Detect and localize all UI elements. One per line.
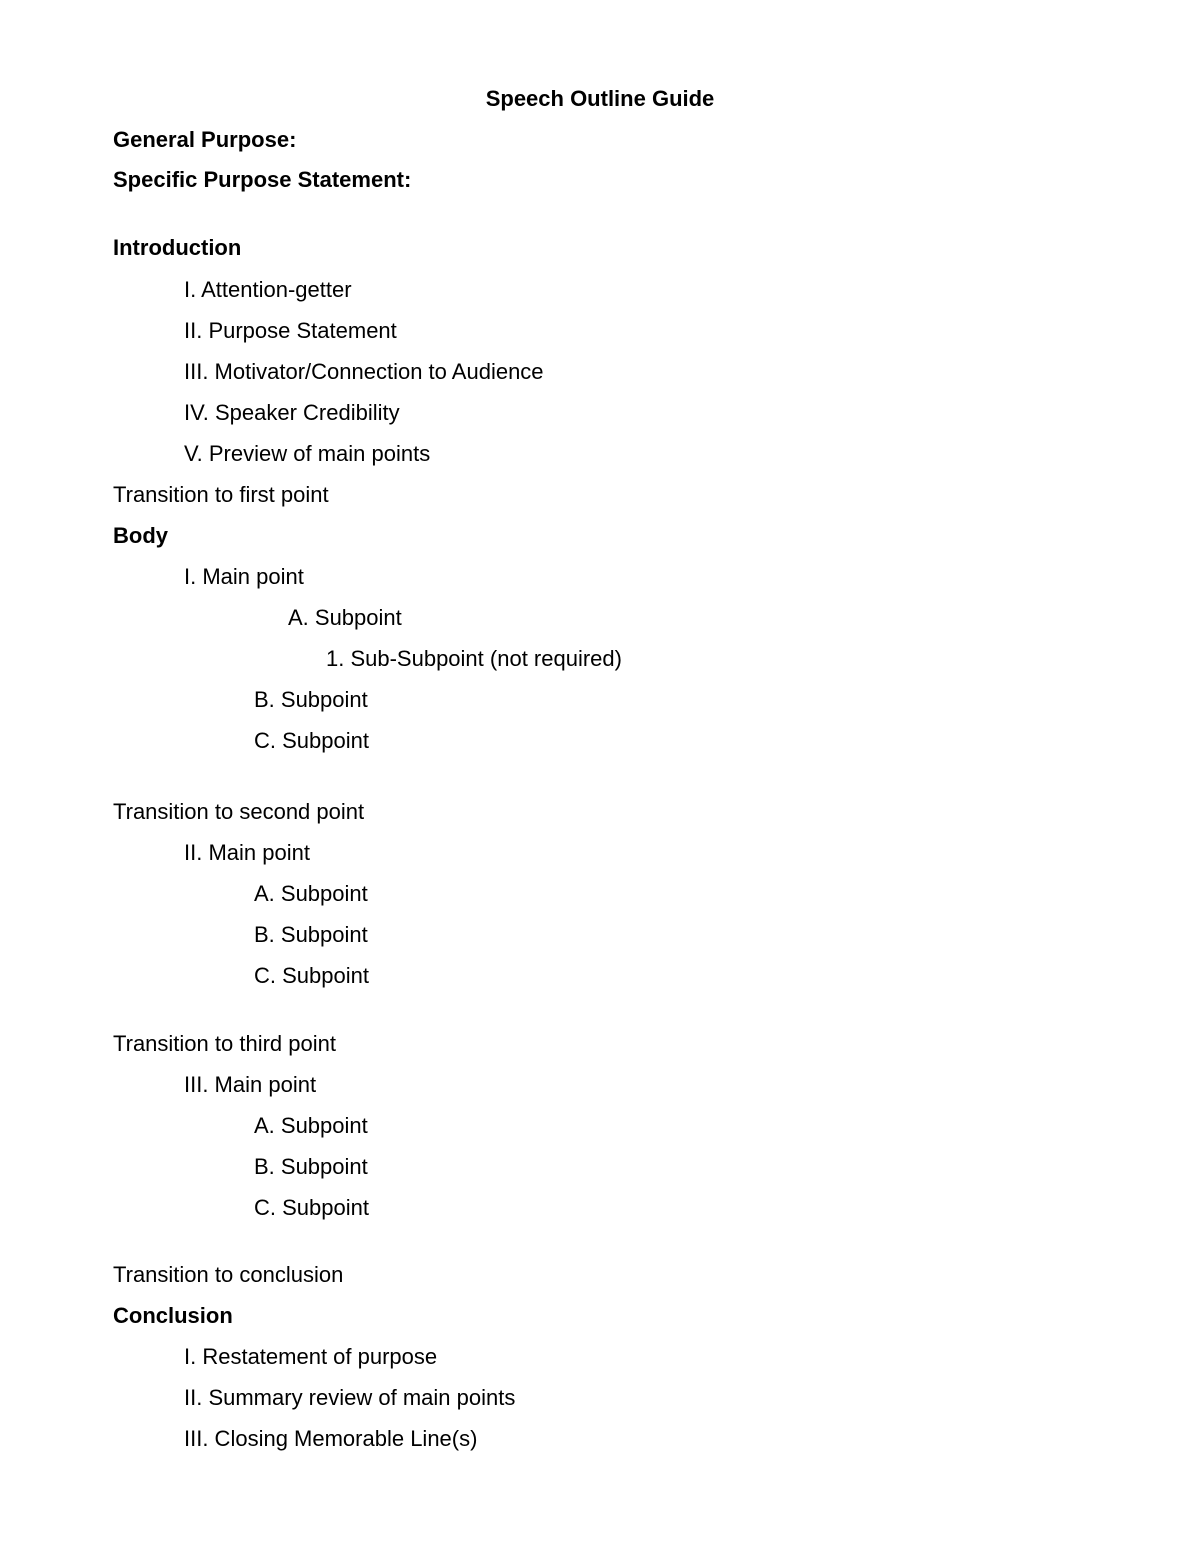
- main-point-1: I. Main point: [184, 564, 304, 589]
- intro-item-attention-getter: I. Attention-getter: [184, 277, 352, 302]
- main-point-2-subpoint-c: C. Subpoint: [254, 963, 369, 988]
- main-point-1-subpoint-c: C. Subpoint: [254, 728, 369, 753]
- intro-item-purpose-statement: II. Purpose Statement: [184, 318, 397, 343]
- intro-item-motivator: III. Motivator/Connection to Audience: [184, 359, 544, 384]
- intro-item-speaker-credibility: IV. Speaker Credibility: [184, 400, 400, 425]
- main-point-2-subpoint-a: A. Subpoint: [254, 881, 368, 906]
- main-point-1-subpoint-a: A. Subpoint: [288, 605, 402, 630]
- introduction-heading: Introduction: [113, 235, 242, 260]
- transition-first-point: Transition to first point: [113, 482, 329, 507]
- transition-second-point: Transition to second point: [113, 799, 365, 824]
- transition-third-point: Transition to third point: [113, 1031, 336, 1056]
- main-point-3: III. Main point: [184, 1072, 317, 1097]
- conclusion-item-restatement: I. Restatement of purpose: [184, 1344, 438, 1369]
- main-point-2-subpoint-b: B. Subpoint: [254, 922, 368, 947]
- conclusion-item-summary: II. Summary review of main points: [184, 1385, 516, 1410]
- conclusion-item-closing-line: III. Closing Memorable Line(s): [184, 1426, 478, 1451]
- specific-purpose-label: Specific Purpose Statement:: [113, 167, 412, 192]
- general-purpose-label: General Purpose:: [113, 127, 297, 152]
- body-heading: Body: [113, 523, 168, 548]
- transition-conclusion: Transition to conclusion: [113, 1262, 344, 1287]
- document-title: Speech Outline Guide: [485, 86, 715, 111]
- conclusion-heading: Conclusion: [113, 1303, 233, 1328]
- main-point-3-subpoint-a: A. Subpoint: [254, 1113, 368, 1138]
- main-point-1-subpoint-b: B. Subpoint: [254, 687, 368, 712]
- main-point-3-subpoint-c: C. Subpoint: [254, 1195, 369, 1220]
- intro-item-preview: V. Preview of main points: [184, 441, 431, 466]
- main-point-2: II. Main point: [184, 840, 310, 865]
- main-point-3-subpoint-b: B. Subpoint: [254, 1154, 368, 1179]
- main-point-1-sub-subpoint-1: 1. Sub-Subpoint (not required): [326, 646, 622, 671]
